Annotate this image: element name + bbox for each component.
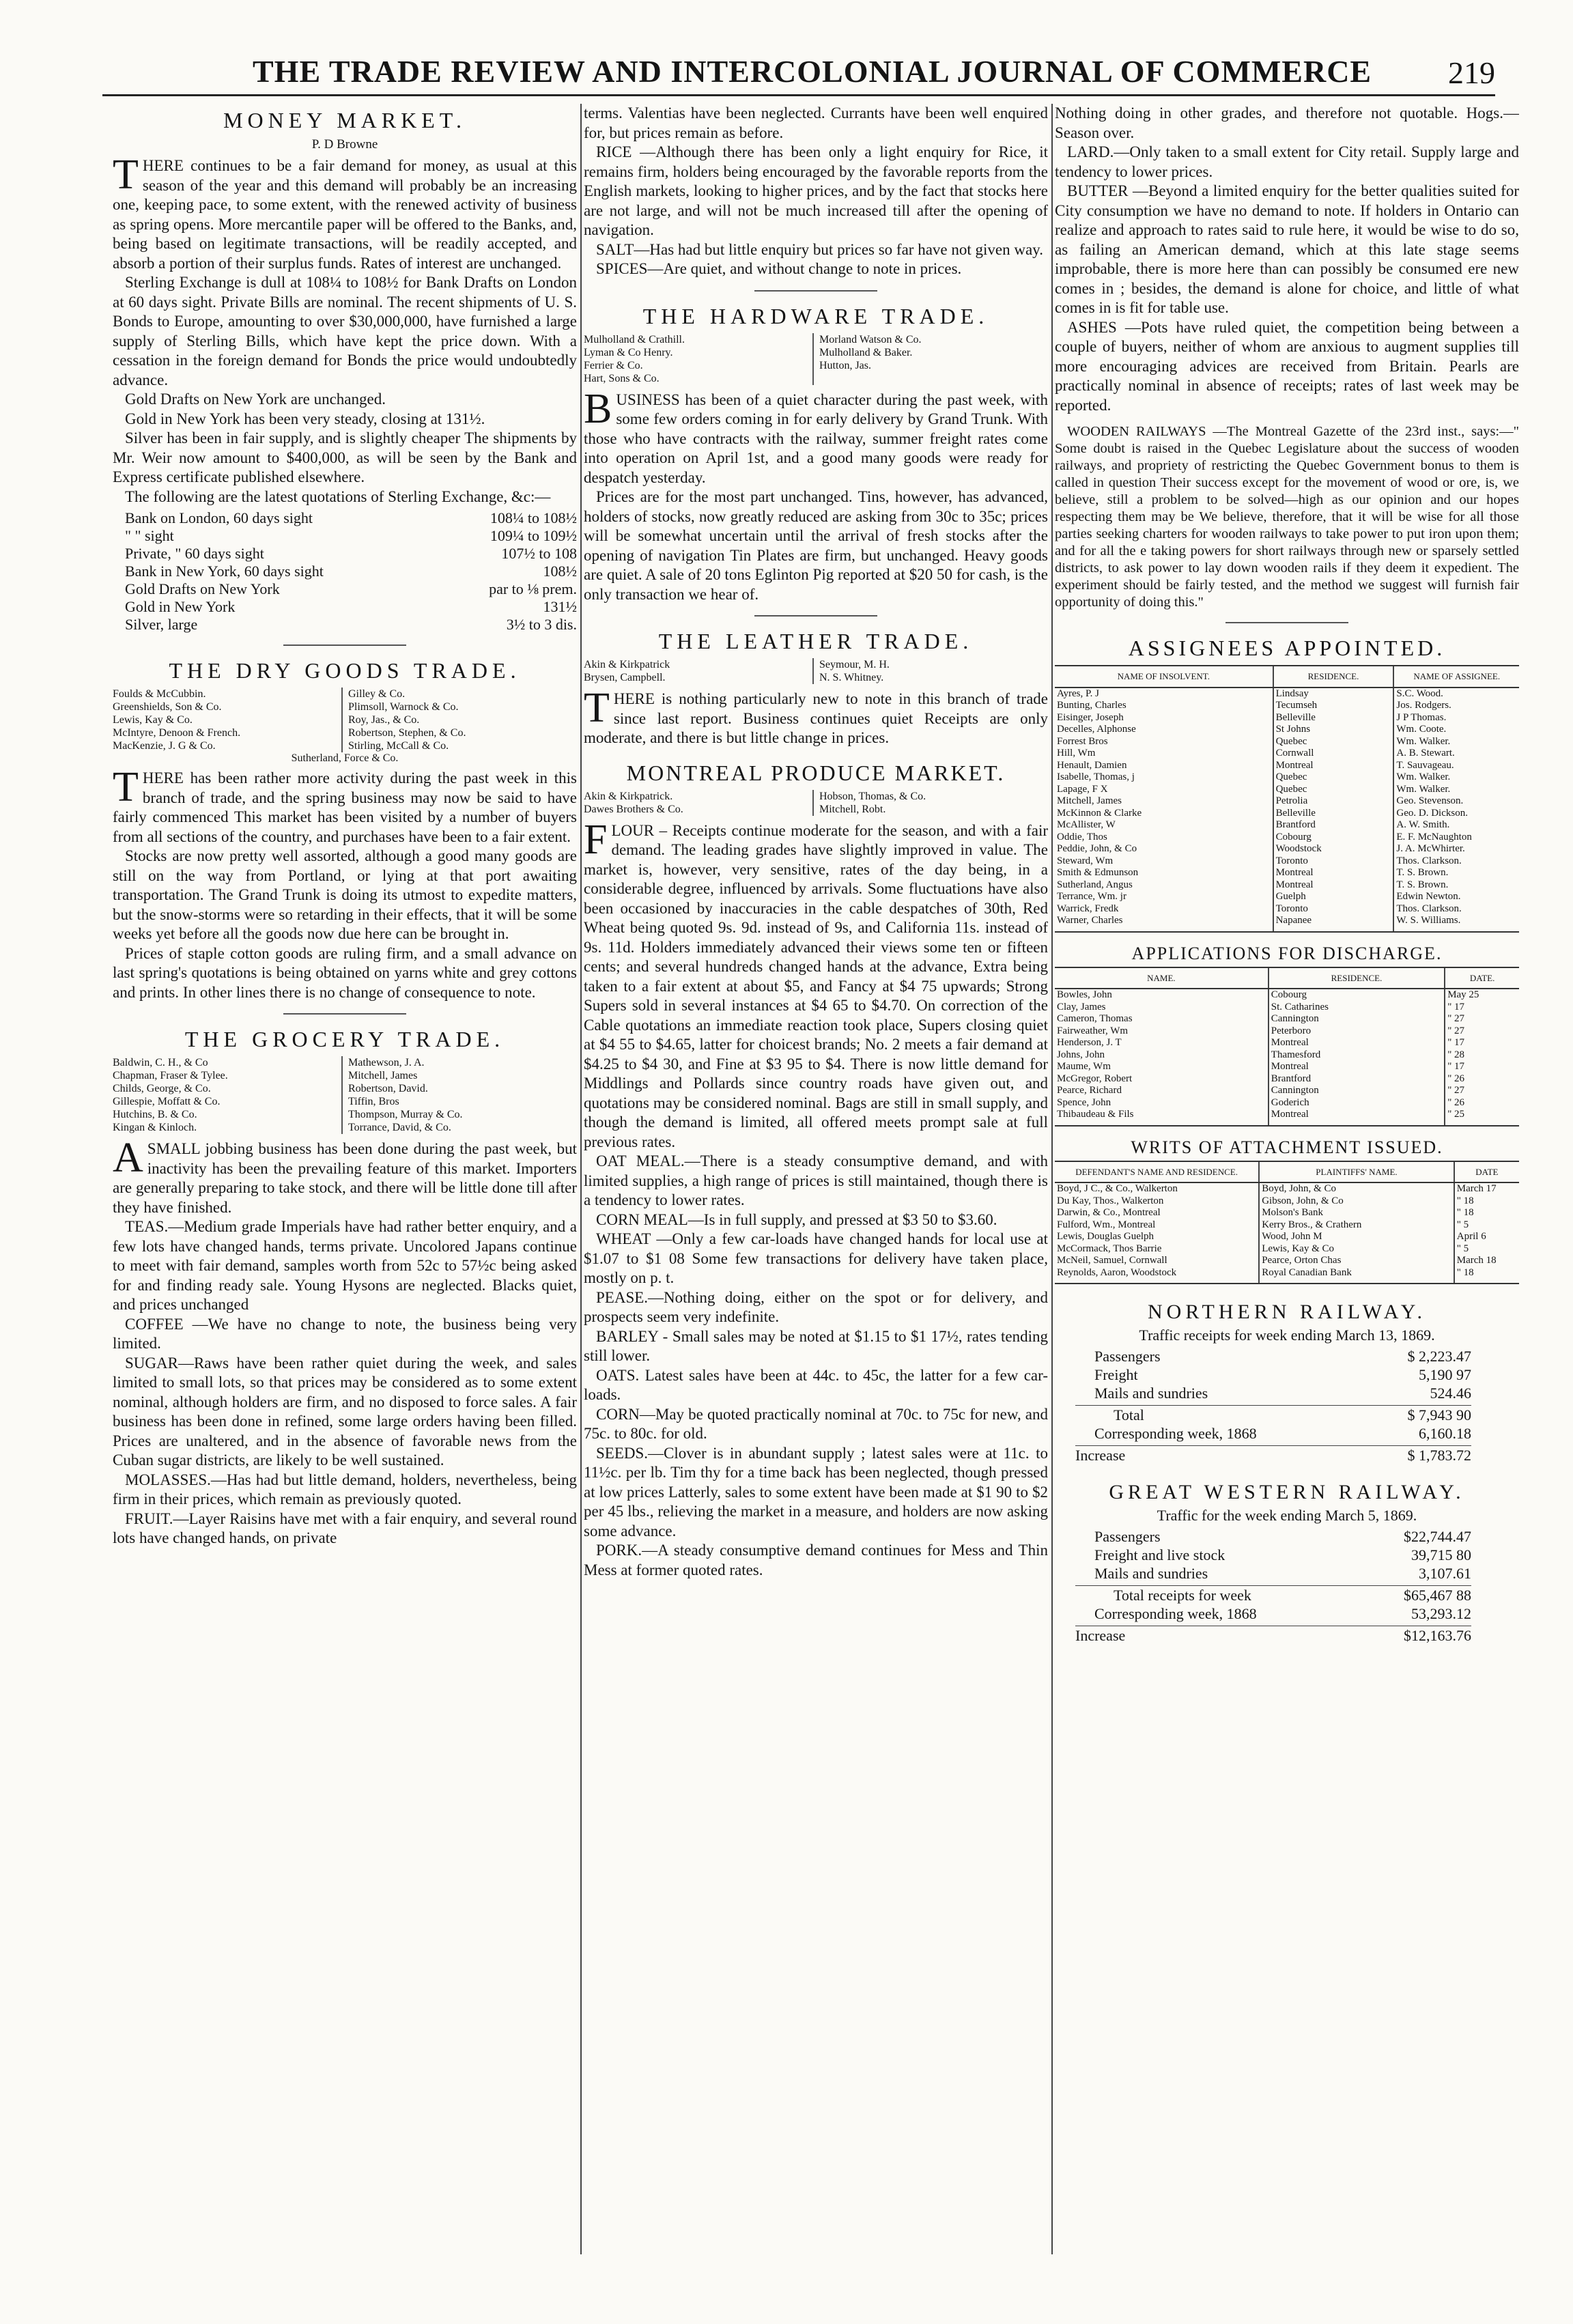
table-cell: Gibson, John, & Co <box>1259 1195 1454 1208</box>
column-divider-1 <box>580 104 582 2254</box>
table-cell: E. F. McNaughton <box>1393 832 1519 844</box>
table-cell: Isabelle, Thomas, j <box>1057 771 1135 782</box>
quote-row: Silver, large 3½ to 3 dis. <box>125 616 577 633</box>
column-1 <box>113 104 577 2254</box>
quote-row: Gold Drafts on New York par to ⅛ prem. <box>125 580 577 597</box>
table-row <box>1055 771 1519 784</box>
receipt-corresponding: Corresponding week, 1868 53,293.12 <box>1094 1605 1471 1622</box>
table-cell: Fulford, Wm., Montreal <box>1057 1219 1156 1230</box>
table-cell: April 6 <box>1454 1231 1519 1243</box>
quote-row: Private, " 60 days sight 107½ to 108 <box>125 545 577 562</box>
firms-right: Hobson, Thomas, & Co. Mitchell, Robt. <box>812 790 1048 816</box>
produce-continued-1: Nothing doing in other grades, and therefore not quotable. Hogs.—Season over. <box>1055 104 1519 141</box>
table-header: DATE. <box>1445 967 1519 989</box>
table-cell: Wood, John M <box>1259 1231 1454 1243</box>
firms-left: Mulholland & Crathill. Lyman & Co Henry. Ferrier & Co. Hart, Sons & Co. <box>584 333 685 384</box>
table-cell: Forrest Bros <box>1057 735 1108 747</box>
produce-paragraph-oatmeal: OAT MEAL.—There is a steady consumptive demand, and with limited supplies, a high range of prices is still maintained, though there is a tendency to lower rates. <box>584 1152 1048 1208</box>
journal-title: THE TRADE REVIEW AND INTERCOLONIAL JOURNAL OF COMMERCE <box>253 54 1372 89</box>
table-row <box>1055 867 1519 879</box>
assignees-table <box>1055 665 1519 933</box>
table-cell: Edwin Newton. <box>1393 891 1519 903</box>
table-cell: " 27 <box>1445 1025 1519 1038</box>
dry-goods-paragraph-3: Prices of staple cotton goods are ruling firm, and a small advance on last spring's quotations is being obtained on yarns white and grey cottons and prints. In other lines there is no change of consequence to note. <box>113 944 577 1001</box>
section-rule <box>754 290 877 292</box>
grocery-paragraph-4: SUGAR—Raws have been rather quiet during the week, and sales limited to small lots, so that prices may be considered as to some extent nominal, although holders are firm, and no disposed to force sales. A fair business has been done in refined, some large orders having been filled. Prices are unaltered, and in the absence of favorable news from the Cuban sugar districts, are likely to be well sustained. <box>113 1354 577 1469</box>
table-cell: Brantford <box>1273 819 1394 832</box>
table-cell: Maume, Wm <box>1057 1061 1111 1072</box>
table-row <box>1055 915 1519 932</box>
table-cell: McKinnon & Clarke <box>1057 807 1142 819</box>
table-cell: Lewis, Douglas Guelph <box>1057 1231 1154 1242</box>
receipt-total: Total receipts for week $65,467 88 <box>1075 1585 1471 1604</box>
table-row <box>1055 1195 1519 1208</box>
produce-paragraph-flour: FLOUR – Receipts continue moderate for the season, and with a fair demand. The leading grades have slightly improved in value. The market is, however, very sensitive, rates of the day being, in a considerable degree, influenced by arrivals. Some fluctuations have also been occasioned by inaccuracies in the cable despatches of 30th, Red Wheat being quoted 9s. 9d. instead of 9s, and California 11s. instead of 9s. 11d. Holders immediately advanced their views some ten or fifteen cents; and several hundreds changed hands at the advance, Extra being taken to a fair extent at about $5, and Fancy at $4 75 upwards; Strong Supers sold in several instances at $4 65 to $4.70. On correction of the Cable quotations an immediate reaction took place, Supers closing quiet at $4 55 to $4.65, latter for choicest brands; No. 2 meets a fair demand at $4.25 to $4 30, and Fine at $3 95 to $4. There is now little demand for Middlings and Pollards since country roads have given out, and quotations may be considered nominal. Bags are still in small supply, and though the demand is limited, all offered meets prompt sale at full previous rates. <box>584 816 1048 1150</box>
receipt-total: Total $ 7,943 90 <box>1075 1405 1471 1424</box>
money-paragraph-3: Gold Drafts on New York are unchanged. <box>125 391 386 408</box>
produce-firms <box>584 790 1048 816</box>
leather-paragraph-1: THERE is nothing particularly new to note in this branch of trade since last report. Business continues quiet Receipts are only moderate, and there is but little change in prices. <box>584 685 1048 746</box>
table-cell: Warrick, Fredk <box>1057 903 1119 914</box>
firms-left: Baldwin, C. H., & Co Chapman, Fraser & Tylee. Childs, George, & Co. Gillespie, Moffatt & Co. Hutchins, B. & Co. Kingan & Kinloch. <box>113 1057 228 1133</box>
grocery-paragraph-5: MOLASSES.—Has had but little demand, holders, nevertheless, being firm in their prices, which remain as previously quoted. <box>113 1471 577 1507</box>
table-cell: " 17 <box>1445 1037 1519 1049</box>
table-row <box>1055 879 1519 892</box>
produce-paragraph-cornmeal: CORN MEAL—Is in full supply, and pressed at $3 50 to $3.60. <box>596 1210 997 1228</box>
table-row <box>1055 1085 1519 1097</box>
receipt-row: Freight and live stock 39,715 80 <box>1094 1546 1471 1563</box>
table-cell: Sutherland, Angus <box>1057 879 1133 890</box>
table-cell: Kerry Bros., & Crathern <box>1259 1219 1454 1232</box>
firms-left: Foulds & McCubbin. Greenshields, Son & Co. Lewis, Kay & Co. McIntyre, Denoon & French. MacKenzie, J. G & Co. <box>113 688 241 752</box>
table-cell: McCormack, Thos Barrie <box>1057 1243 1162 1254</box>
table-cell: Thibaudeau & Fils <box>1055 1109 1269 1126</box>
table-cell: Montreal <box>1269 1037 1445 1049</box>
grocery-continued-1: terms. Valentias have been neglected. Currants have been well enquired for, but prices remain as before. <box>584 104 1048 141</box>
dry-goods-heading: THE DRY GOODS TRADE. <box>169 658 521 683</box>
table-cell: McNeil, Samuel, Cornwall <box>1057 1255 1167 1266</box>
table-cell: J P Thomas. <box>1393 712 1519 724</box>
table-cell: Fairweather, Wm <box>1057 1025 1129 1036</box>
table-row <box>1055 832 1519 844</box>
section-rule <box>1225 622 1348 623</box>
table-cell: T. S. Brown. <box>1393 867 1519 879</box>
dry-goods-paragraph-2: Stocks are now pretty well assorted, although a good many goods are still on the way from Portland, or lying at that port awaiting transportation. The Grand Trunk is doing its utmost to expedite matters, but the snow-storms were so retarding in their effects, that it will be some weeks yet before all the goods now due here can be brought in. <box>113 847 577 942</box>
northern-railway-receipts <box>1075 1347 1471 1464</box>
table-cell: McAllister, W <box>1057 819 1116 830</box>
produce-paragraph-pork: PORK.—A steady consumptive demand continues for Mess and Thin Mess at former quoted rates. <box>584 1542 1048 1578</box>
table-row <box>1055 1182 1519 1195</box>
table-cell: Woodstock <box>1273 843 1394 855</box>
table-cell: Wm. Coote. <box>1393 724 1519 736</box>
table-cell: " 17 <box>1445 1061 1519 1073</box>
receipt-row: Freight 5,190 97 <box>1094 1366 1471 1383</box>
table-cell: Boyd, John, & Co <box>1259 1182 1454 1195</box>
table-cell: Decelles, Alphonse <box>1057 724 1136 735</box>
grocery-paragraph-6: FRUIT.—Layer Raisins have met with a fair enquiry, and several round lots have changed hands, on private <box>113 1510 577 1546</box>
money-paragraph-2: Sterling Exchange is dull at 108¼ to 108½ for Bank Drafts on London at 60 days sight. Private Bills are nominal. The recent shipments of U. S. Bonds to Europe, amounting to over $30,000,000, have furnished a large supply of Sterling Bills, which have kept the price down. With a cessation in the foreign demand for Bonds the price would undoubtedly advance. <box>113 274 577 388</box>
table-cell: Belleville <box>1273 808 1394 820</box>
table-cell: Mitchell, James <box>1057 795 1122 806</box>
table-cell: S.C. Wood. <box>1393 688 1519 700</box>
table-row <box>1055 748 1519 760</box>
table-header: RESIDENCE. <box>1269 967 1445 989</box>
leather-heading: THE LEATHER TRADE. <box>658 629 974 653</box>
table-row <box>1055 724 1519 736</box>
table-header: NAME OF INSOLVENT. <box>1055 666 1273 688</box>
table-cell: May 25 <box>1445 989 1519 1002</box>
quote-row: Bank on London, 60 days sight 108¼ to 108½ <box>125 509 577 526</box>
table-cell: Cobourg <box>1269 989 1445 1002</box>
column-divider-2 <box>1051 104 1053 2254</box>
firms-right: Seymour, M. H. N. S. Whitney. <box>812 658 1048 684</box>
table-cell: Montreal <box>1269 1109 1445 1126</box>
receipt-increase: Increase $12,163.76 <box>1075 1627 1471 1644</box>
assignees-heading: ASSIGNEES APPOINTED. <box>1128 636 1446 660</box>
table-cell: Thamesford <box>1269 1049 1445 1062</box>
section-rule <box>283 644 406 646</box>
table-cell: Smith & Edmunson <box>1057 867 1139 878</box>
table-cell: Quebec <box>1273 784 1394 796</box>
table-cell: St Johns <box>1273 724 1394 736</box>
table-cell: Peddie, John, & Co <box>1057 843 1137 854</box>
dry-goods-firms <box>113 688 577 752</box>
table-cell: Pearce, Orton Chas <box>1259 1255 1454 1267</box>
table-cell: Spence, John <box>1057 1096 1111 1108</box>
table-cell: Geo. Stevenson. <box>1393 795 1519 808</box>
produce-paragraph-barley: BARLEY - Small sales may be noted at $1.15 to $1 17½, rates tending still lower. <box>584 1327 1048 1364</box>
table-cell: Belleville <box>1273 712 1394 724</box>
table-cell: " 26 <box>1445 1097 1519 1109</box>
grocery-firms <box>113 1056 577 1134</box>
table-cell: " 5 <box>1454 1219 1519 1232</box>
table-row <box>1055 700 1519 712</box>
table-row <box>1055 736 1519 748</box>
table-cell: Toronto <box>1273 855 1394 868</box>
table-cell: Napanee <box>1273 915 1394 932</box>
table-cell: Peterboro <box>1269 1025 1445 1038</box>
page-number: 219 <box>1448 55 1495 90</box>
table-header: RESIDENCE. <box>1273 666 1394 688</box>
table-cell: Brantford <box>1269 1073 1445 1086</box>
table-cell: Montreal <box>1269 1061 1445 1073</box>
table-cell: Lewis, Kay & Co <box>1259 1243 1454 1256</box>
table-row <box>1055 1231 1519 1243</box>
table-cell: " 25 <box>1445 1109 1519 1126</box>
table-cell: " 27 <box>1445 1013 1519 1025</box>
table-cell: Quebec <box>1273 771 1394 784</box>
table-row <box>1055 795 1519 808</box>
money-paragraph-4: Gold in New York has been very steady, closing at 131½. <box>125 410 485 427</box>
section-rule <box>754 615 877 617</box>
table-cell: " 5 <box>1454 1243 1519 1256</box>
table-row <box>1055 903 1519 916</box>
table-cell: McGregor, Robert <box>1057 1073 1133 1084</box>
receipt-corresponding: Corresponding week, 1868 6,160.18 <box>1094 1425 1471 1442</box>
page-header <box>102 53 1495 94</box>
table-header: PLAINTIFFS' NAME. <box>1259 1161 1454 1183</box>
table-cell: Terrance, Wm. jr <box>1057 891 1126 902</box>
grocery-paragraph-2: TEAS.—Medium grade Imperials have had rather better enquiry, and a few lots have changed hands, terms private. Uncolored Japans continue to meet with fair demand, samples worth from 52c to 57½c being asked for and finding ready sale. Young Hysons are neglected. Blacks quiet, and prices unchanged <box>113 1218 577 1313</box>
hardware-paragraph-2: Prices are for the most part unchanged. Tins, however, has advanced, holders of stocks, now greatly reduced are asking from 30c to 35c; prices will be somewhat uncertain until the arrival of fresh stocks after the opening of navigation Tin Plates are firm, but unchanged. Heavy goods are quiet. A sale of 20 tons Eglinton Pig reported at $20 50 for cash, is the only transaction we hear of. <box>584 488 1048 603</box>
table-cell: Cobourg <box>1273 832 1394 844</box>
table-row <box>1055 1037 1519 1049</box>
table-cell: Cannington <box>1269 1085 1445 1097</box>
section-rule <box>283 1013 406 1015</box>
table-cell: Cannington <box>1269 1013 1445 1025</box>
firms-right: Morland Watson & Co. Mulholland & Baker. Hutton, Jas. <box>812 333 1048 385</box>
table-cell: Oddie, Thos <box>1057 831 1107 842</box>
dry-goods-firm-extra: Sutherland, Force & Co. <box>291 752 399 764</box>
table-cell: Montreal <box>1273 867 1394 879</box>
table-cell: Thos. Clarkson. <box>1393 855 1519 868</box>
table-row <box>1055 843 1519 855</box>
table-cell: March 18 <box>1454 1255 1519 1267</box>
leather-firms <box>584 658 1048 684</box>
table-cell: Quebec <box>1273 736 1394 748</box>
table-row <box>1055 855 1519 868</box>
table-cell: Tecumseh <box>1273 700 1394 712</box>
table-header: DATE <box>1454 1161 1519 1183</box>
table-row <box>1055 712 1519 724</box>
writs-table <box>1055 1161 1519 1285</box>
table-row <box>1055 891 1519 903</box>
grocery-paragraph-1: ASMALL jobbing business has been done during the past week, but inactivity has been the prevailing feature of this market. Importers are generally preparing to take stock, and there will be little done till after they have finished. <box>113 1135 577 1216</box>
table-cell: Guelph <box>1273 891 1394 903</box>
table-cell: Bowles, John <box>1057 989 1112 1000</box>
column-3 <box>1055 104 1519 2254</box>
table-row <box>1055 1025 1519 1038</box>
table-cell: Wm. Walker. <box>1393 784 1519 796</box>
money-market-heading: MONEY MARKET. <box>223 108 466 132</box>
produce-continued-ashes: ASHES —Pots have ruled quiet, the competition being between a couple of buyers, neither of whom are anxious to augment supplies till more encouraging advices are received from Britain. Pearls are practically nominal in absence of receipts; rates of last week may be reported. <box>1055 318 1519 414</box>
table-cell: " 26 <box>1445 1073 1519 1086</box>
produce-paragraph-corn: CORN—May be quoted practically nominal at 70c. to 75c for new, and 75c. to 80c. for old. <box>584 1405 1048 1442</box>
table-cell: Du Kay, Thos., Walkerton <box>1057 1195 1164 1206</box>
table-cell: Clay, James <box>1057 1001 1106 1012</box>
table-row <box>1055 1219 1519 1232</box>
firms-right: Gilley & Co. Plimsoll, Warnock & Co. Roy, Jas., & Co. Robertson, Stephen, & Co. Stirling, McCall & Co. <box>341 688 577 752</box>
table-row <box>1055 1061 1519 1073</box>
table-cell: Steward, Wm <box>1057 855 1114 866</box>
header-rule <box>102 94 1495 96</box>
produce-paragraph-seeds: SEEDS.—Clover is in abundant supply ; latest sales were at 11c. to 11½c. per lb. Tim thy for a time back has been neglected, though pressed at low prices Latterly, sales to some extent have been made at $1 90 to $2 per 45 lbs., relieving the market in a measure, and holders are now asking some advance. <box>584 1444 1048 1540</box>
receipt-row: Passengers $ 2,223.47 <box>1094 1348 1471 1365</box>
dry-goods-paragraph-1: THERE has been rather more activity during the past week in this branch of trade, and the spring business may now be said to have fairly commenced This market has been visited by a number of buyers from all sections of the country, and purchases have been to a fair extent. <box>113 764 577 845</box>
table-row <box>1055 688 1519 700</box>
table-row <box>1055 808 1519 820</box>
table-cell: J. A. McWhirter. <box>1393 843 1519 855</box>
quote-row: Bank in New York, 60 days sight 108½ <box>125 563 577 580</box>
table-header: DEFENDANT'S NAME AND RESIDENCE. <box>1055 1161 1259 1183</box>
table-cell: Molson's Bank <box>1259 1207 1454 1219</box>
table-cell: Ayres, P. J <box>1057 688 1099 699</box>
money-paragraph-6: The following are the latest quotations of Sterling Exchange, &c:— <box>125 487 551 505</box>
table-cell: Wm. Walker. <box>1393 736 1519 748</box>
hardware-heading: THE HARDWARE TRADE. <box>642 303 989 328</box>
receipt-row: Mails and sundries 524.46 <box>1094 1385 1471 1402</box>
table-cell: Wm. Walker. <box>1393 771 1519 784</box>
table-cell: Eisinger, Joseph <box>1057 711 1124 723</box>
great-western-subtitle: Traffic for the week ending March 5, 1869. <box>1157 1507 1417 1524</box>
table-cell: T. S. Brown. <box>1393 879 1519 892</box>
table-row <box>1055 1255 1519 1267</box>
table-row <box>1055 1207 1519 1219</box>
table-cell: Johns, John <box>1057 1049 1105 1060</box>
produce-continued-butter: BUTTER —Beyond a limited enquiry for the better qualities suited for City consumption we have no demand to note. If holders in Ontario can realize and approach to rates said to rule here, it would be wise to do so, as failing an American demand, which at this late stage seems improbable, there is more here than can possibly be consumed ere new comes in ; besides, the demand is alone for choice, and little of what comes in is fit for table use. <box>1055 182 1519 316</box>
table-row <box>1055 760 1519 772</box>
table-cell: Lindsay <box>1273 688 1394 700</box>
grocery-heading: THE GROCERY TRADE. <box>184 1027 505 1051</box>
table-row <box>1055 989 1519 1002</box>
table-cell: " 18 <box>1454 1195 1519 1208</box>
table-cell: Henault, Damien <box>1057 759 1127 771</box>
money-paragraph-1: THERE continues to be a fair demand for money, as usual at this season of the year and this demand will probably be an increasing one, keeping pace, to some extent, with the renewed activity of business as spring opens. More mercantile paper will be offered to the Banks, and, being based on legitimate transactions, will be readily accepted, and absorb a portion of their surplus funds. Rates of interest are unchanged. <box>113 152 577 272</box>
table-cell: Warner, Charles <box>1055 915 1273 932</box>
produce-paragraph-pease: PEASE.—Nothing doing, either on the spot or for delivery, and prospects seem very indefinite. <box>584 1288 1048 1325</box>
table-cell: " 18 <box>1454 1267 1519 1284</box>
produce-heading: MONTREAL PRODUCE MARKET. <box>626 760 1006 785</box>
table-cell: St. Catharines <box>1269 1002 1445 1014</box>
table-cell: Thos. Clarkson. <box>1393 903 1519 916</box>
table-row <box>1055 1109 1519 1126</box>
quote-row: " " sight 109¼ to 109½ <box>125 527 577 544</box>
table-header: NAME OF ASSIGNEE. <box>1393 666 1519 688</box>
table-cell: T. Sauvageau. <box>1393 760 1519 772</box>
table-cell: Boyd, J C., & Co., Walkerton <box>1057 1183 1178 1194</box>
table-cell: Reynolds, Aaron, Woodstock <box>1055 1267 1259 1284</box>
receipt-row: Passengers $22,744.47 <box>1094 1528 1471 1545</box>
writs-heading: WRITS OF ATTACHMENT ISSUED. <box>1131 1137 1443 1157</box>
table-cell: Cameron, Thomas <box>1057 1013 1133 1024</box>
table-cell: Montreal <box>1273 760 1394 772</box>
table-cell: W. S. Williams. <box>1393 915 1519 932</box>
table-cell: Jos. Rodgers. <box>1393 700 1519 712</box>
grocery-continued-4: SPICES—Are quiet, and without change to note in prices. <box>596 260 962 277</box>
hardware-paragraph-1: BUSINESS has been of a quiet character during the past week, with some few orders coming in for early delivery by Grand Trunk. With those who have contracts with the railway, summer freight rates come into operation on April 1st, and a good many goods were ready for despatch yesterday. <box>584 385 1048 486</box>
table-row <box>1055 819 1519 832</box>
table-cell: Cornwall <box>1273 748 1394 760</box>
grocery-continued-2: RICE —Although there has been only a light enquiry for Rice, it remains firm, holders being encouraged by the favorable reports from the English markets, looking to higher prices, and by the fact that stocks here are not large, and will not be much increased till after the opening of navigation. <box>584 143 1048 238</box>
table-cell: Bunting, Charles <box>1057 700 1126 711</box>
table-row <box>1055 1243 1519 1256</box>
table-row <box>1055 1267 1519 1284</box>
table-cell: " 17 <box>1445 1002 1519 1014</box>
northern-railway-heading: NORTHERN RAILWAY. <box>1148 1301 1426 1323</box>
discharge-table <box>1055 967 1519 1126</box>
table-cell: Goderich <box>1269 1097 1445 1109</box>
table-header: NAME. <box>1055 967 1269 989</box>
table-row <box>1055 1002 1519 1014</box>
table-row <box>1055 1049 1519 1062</box>
table-cell: A. B. Stewart. <box>1393 748 1519 760</box>
discharge-heading: APPLICATIONS FOR DISCHARGE. <box>1131 943 1443 963</box>
money-market-author: P. D Browne <box>311 137 378 152</box>
great-western-heading: GREAT WESTERN RAILWAY. <box>1109 1481 1465 1503</box>
table-cell: Darwin, & Co., Montreal <box>1057 1207 1161 1218</box>
receipt-row: Mails and sundries 3,107.61 <box>1094 1565 1471 1582</box>
money-paragraph-5: Silver has been in fair supply, and is slightly cheaper The shipments by Mr. Weir now amount to $400,000, as will be seen by the Bank and Express certificate published elsewhere. <box>113 429 577 485</box>
table-cell: A. W. Smith. <box>1393 819 1519 832</box>
wooden-railways-paragraph: WOODEN RAILWAYS —The Montreal Gazette of the 23rd inst., says:—" Some doubt is raised in the Quebec Legislature about the success of wooden railways, and propriety of restricting the Quebec Government bonus to them is called in question Their success except for the movement of wood or ore, is, we believe, still a problem to be solved—high as our opinion and our hopes respecting them may be We believe, therefore, that it will be wise for all those parties seeking charters for wooden railways to take power to put iron upon them; and for all the e taking powers for short railways through new or sparsely settled districts, to ask power to lay down wooden rails if they deem it expedient. The experiment should be fairly tested, and the method we suggest will furnish fair opportunity of doing this." <box>1055 424 1519 610</box>
table-row <box>1055 1073 1519 1086</box>
table-cell: " 27 <box>1445 1085 1519 1097</box>
drop-cap: T <box>113 152 139 198</box>
grocery-continued-3: SALT—Has had but little enquiry but prices so far have not given way. <box>596 240 1043 258</box>
firms-left: Akin & Kirkpatrick Brysen, Campbell. <box>584 659 670 683</box>
table-cell: Hill, Wm <box>1057 748 1096 759</box>
table-cell: " 28 <box>1445 1049 1519 1062</box>
hardware-firms <box>584 333 1048 385</box>
table-cell: Pearce, Richard <box>1057 1085 1122 1096</box>
receipt-increase: Increase $ 1,783.72 <box>1075 1447 1471 1464</box>
firms-left: Akin & Kirkpatrick. Dawes Brothers & Co. <box>584 790 683 815</box>
firms-right: Mathewson, J. A. Mitchell, James Robertson, David. Tiffin, Bros Thompson, Murray & Co. Torrance, David, & Co. <box>341 1056 577 1134</box>
table-cell: " 18 <box>1454 1207 1519 1219</box>
quote-row: Gold in New York 131½ <box>125 598 577 615</box>
table-cell: Royal Canadian Bank <box>1259 1267 1454 1284</box>
column-2 <box>584 104 1048 2254</box>
table-cell: Lapage, F X <box>1057 783 1108 795</box>
produce-continued-lard: LARD.—Only taken to a small extent for City retail. Supply large and tendency to lower prices. <box>1055 143 1519 180</box>
grocery-paragraph-3: COFFEE —We have no change to note, the business being very limited. <box>113 1315 577 1352</box>
produce-paragraph-oats: OATS. Latest sales have been at 44c. to 45c, the latter for a few car-loads. <box>584 1366 1048 1403</box>
table-cell: March 17 <box>1454 1182 1519 1195</box>
produce-paragraph-wheat: WHEAT —Only a few car-loads have changed hands for local use at $1.07 to $1 08 Some few transactions for delivery have taken place, mostly on p. t. <box>584 1230 1048 1286</box>
northern-railway-subtitle: Traffic receipts for week ending March 13, 1869. <box>1139 1327 1435 1344</box>
table-cell: Henderson, J. T <box>1057 1037 1122 1048</box>
table-cell: Geo. D. Dickson. <box>1393 808 1519 820</box>
table-cell: Toronto <box>1273 903 1394 916</box>
great-western-receipts <box>1075 1527 1471 1645</box>
table-row <box>1055 784 1519 796</box>
exchange-quotations <box>125 509 577 634</box>
table-cell: Montreal <box>1273 879 1394 892</box>
table-cell: Petrolia <box>1273 795 1394 808</box>
table-row <box>1055 1097 1519 1109</box>
table-row <box>1055 1013 1519 1025</box>
